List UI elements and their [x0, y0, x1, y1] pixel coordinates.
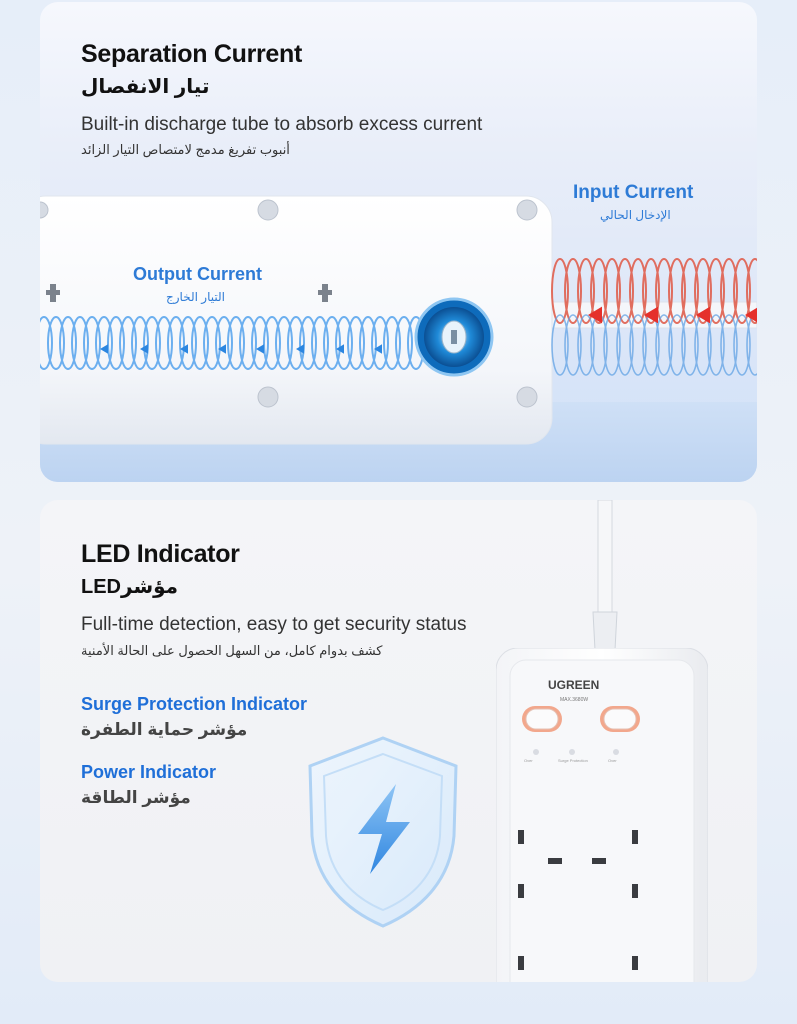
discharge-tube-icon [416, 299, 492, 375]
power-strip-illustration [40, 182, 757, 482]
led-indicator-panel [40, 500, 757, 982]
led-title: LED Indicator [81, 540, 240, 568]
led-label-over-2: Over [608, 758, 617, 763]
separation-description: Built-in discharge tube to absorb excess current [81, 114, 483, 135]
led-label-surge: Surge Protection [558, 758, 588, 763]
led-label-over-1: Over [524, 758, 533, 763]
surge-indicator-label-arabic: مؤشر حماية الطفرة [81, 720, 248, 739]
power-strip-front [496, 648, 708, 982]
output-current-label: Output Current [133, 264, 262, 284]
separation-current-panel [40, 2, 757, 482]
output-current-label-arabic: التيار الخارج [166, 290, 225, 304]
power-indicator-label-arabic: مؤشر الطاقة [81, 788, 191, 807]
switch-left-icon [522, 706, 562, 732]
separation-title: Separation Current [81, 40, 303, 68]
separation-description-arabic: أنبوب تفريغ مدمج لامتصاص التيار الزائد [81, 142, 290, 157]
switch-right-icon [600, 706, 640, 732]
power-cable [591, 500, 621, 660]
input-current-label: Input Current [573, 182, 694, 203]
input-current-label-arabic: الإدخال الحالي [600, 208, 671, 222]
surge-indicator-label: Surge Protection Indicator [81, 694, 308, 714]
power-indicator-label: Power Indicator [81, 762, 217, 782]
rating-label: MAX.3680W [560, 697, 589, 703]
led-description: Full-time detection, easy to get security status [81, 614, 467, 635]
led-description-arabic: كشف بدوام كامل، من السهل الحصول على الحالة الأمنية [81, 643, 383, 658]
shield-icon [298, 732, 468, 932]
brand-logo: UGREEN [548, 678, 600, 692]
led-title-arabic: مؤشرLED [81, 576, 179, 598]
separation-title-arabic: تيار الانفصال [81, 76, 210, 98]
